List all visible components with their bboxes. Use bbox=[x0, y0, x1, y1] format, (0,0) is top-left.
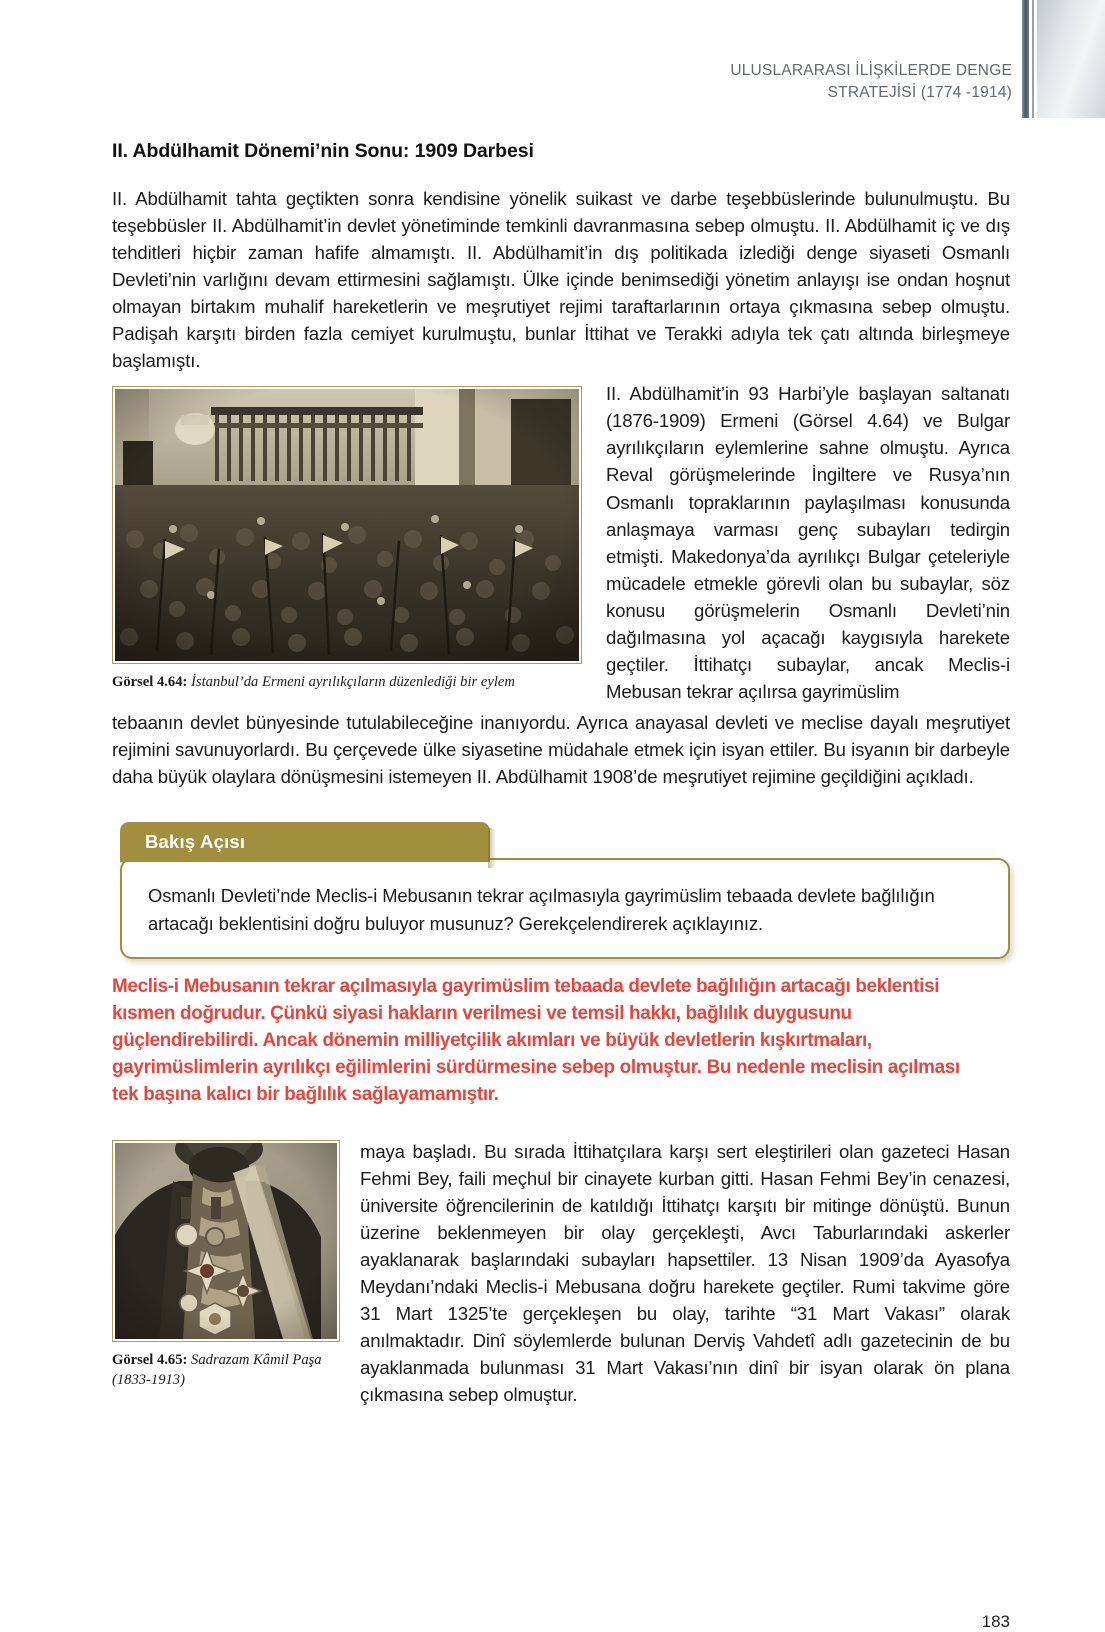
header-decoration-panel bbox=[1037, 0, 1105, 118]
perspective-tab-label: Bakış Açısı bbox=[145, 831, 246, 853]
figure-portrait bbox=[112, 1140, 340, 1391]
paragraph-bottom: maya başladı. Bu sırada İttihatçılara karşı sert eleştirileri olan gazeteci Hasan Fehmi Bey, faili meçhul bir cinayete kurban gitti. Hasan Fehmi Bey’in cenazesi, üniversite öğrencilerinin de katıldığı İttihatçı karşıtı bir mitinge dönüştü. Bunun üzerine beklenmeyen bir olay gerçekleşti, Avcı Taburlarındaki askerler ayaklanarak başlarındaki subayları hapsettiler. 13 Nisan 1909’da Ayasofya Meydanı’ndaki Meclis-i Mebusana doğru harekete geçtiler. Rumi takvime göre 31 Mart 1325’te gerçekleşen bu olay, tarihte “31 Mart Vakası” olarak anılmaktadır. Dinî söylemlerde bulunan Derviş Vahdetî adlı gazetecinin de bu ayaklanmada bulunması 31 Mart Vakası’nın dinî bir isyan olarak ön plana çıkmasına sebep olmuştur. bbox=[360, 1140, 1010, 1406]
running-head-line-2: STRATEJİSİ (1774 -1914) bbox=[827, 84, 1012, 101]
portrait-photo-illustration bbox=[115, 1143, 337, 1339]
figure-portrait-caption bbox=[112, 1351, 340, 1391]
paragraph-right-column: II. Abdülhamit’in 93 Harbi’yle başlayan saltanatı (1876-1909) Ermeni (Görsel 4.64) ve Bulgar ayrılıkçıların eylemlerine sahne olmuştu. Ayrıca Reval görüşmelerinde İngiltere ve Rusya’nın Osmanlı topraklarının paylaşılması konusunda anlaşmaya varması genç subayları tedirgin etmişti. Makedonya’da ayrılıkçı Bulgar çeteleriyle mücadele etmekle görevli olan bu subaylar, söz konusu görüşmelerin Osmanlı Devleti’nin dağılmasına yol açacağı kaygısıyla harekete geçtiler. İttihatçı subaylar, ancak Meclis-i Mebusan tekrar açılırsa gayrimüslim bbox=[606, 383, 1010, 702]
paragraph-intro: II. Abdülhamit tahta geçtikten sonra kendisine yönelik suikast ve darbe teşebbüslerinde bulunulmuştu. Bu teşebbüsler II. Abdülhamit’in devlet yönetiminde temkinli davranmasına sebep olmuştu. II. Abdülhamit iç ve dış tehditleri hiçbir zaman hafife almamıştı. II. Abdülhamit’in dış politikada izlediği denge siyaseti Osmanlı Devleti’nin varlığını devam ettirmesini sağlamıştı. Ülke içinde benimsediği yönetim anlayışı ise ondan hoşnut olmayan birtakım muhalif hareketlerin ve meşrutiyet rejimi taraftarlarının ortaya çıkmasına sebep olmuştu. Padişah karşıtı birden fazla cemiyet kurulmuştu, bunlar İttihat ve Terakki adıyla tek çatı altında birleşmeye başlamıştı. bbox=[112, 188, 1010, 372]
figure-portrait-caption-text: Sadrazam Kâmil Paşa bbox=[191, 1351, 322, 1368]
perspective-question: Osmanlı Devleti’nde Meclis-i Mebusanın tekrar açılmasıyla gayrimüslim tebaada devlete bağlılığın artacağı beklentisini doğru buluyor musunuz? Gerekçelendirerek açıklayınız. bbox=[120, 858, 1010, 959]
figure-portrait-image bbox=[115, 1143, 337, 1339]
crowd-photo-illustration bbox=[115, 389, 579, 661]
figure-crowd bbox=[112, 386, 582, 693]
figure-portrait-caption-dates: (1833-1913) bbox=[112, 1371, 185, 1388]
student-answer-text: Meclis-i Mebusanın tekrar açılmasıyla gayrimüslim tebaada devlete bağlılığın artacağı beklentisi kısmen doğrudur. Çünkü siyasi hakların verilmesi ve temsil hakkı, bağlılık duygusunu güçlendirebilirdi. Ancak dönemin milliyetçilik akımları ve büyük devletlerin kışkırtmaları, gayrimüslimlerin ayrılıkçı eğilimlerini sürdürmesine sebep olmuştur. Bu nedenle meclisin açılması tek başına kalıcı bir bağlılık sağlayamamıştır. bbox=[112, 975, 960, 1105]
figure-portrait-caption-label: Görsel 4.65: bbox=[112, 1351, 188, 1368]
figure-crowd-caption-text: İstanbul’da Ermeni ayrılıkçıların düzenlediği bir eylem bbox=[191, 674, 515, 691]
running-head-line-1: ULUSLARARASI İLİŞKİLERDE DENGE bbox=[730, 62, 1012, 79]
after-figure-block bbox=[112, 705, 1010, 790]
running-head bbox=[600, 60, 1012, 104]
content-column bbox=[112, 128, 1010, 1408]
page-number: 183 bbox=[981, 1612, 1010, 1631]
page-header bbox=[0, 0, 1105, 128]
paragraph-continued: tebaanın devlet bünyesinde tutulabileceğine inanıyordu. Ayrıca anayasal devleti ve meclise dayalı meşrutiyet rejimini savunuyorlardı. Bu çerçevede ülke siyasetine müdahale etmek için isyan ettiler. Bu isyanın bir darbeyle daha büyük olaylara dönüşmesini istemeyen II. Abdülhamit 1908’de meşrutiyet rejimine geçildiğini açıkladı. bbox=[112, 711, 1010, 787]
figure-crowd-frame bbox=[112, 386, 582, 664]
figure-crowd-image bbox=[115, 389, 579, 661]
perspective-box bbox=[120, 822, 1010, 959]
bottom-block bbox=[112, 1138, 1010, 1408]
figure-crowd-caption bbox=[112, 673, 582, 693]
figure-crowd-caption-label: Görsel 4.64: bbox=[112, 674, 188, 691]
header-decoration-bar bbox=[1022, 0, 1029, 118]
perspective-tab bbox=[120, 822, 490, 862]
figure-portrait-frame bbox=[112, 1140, 340, 1342]
page-title: II. Abdülhamit Dönemi’nin Sonu: 1909 Darbesi bbox=[112, 140, 534, 162]
header-decoration-thin-line bbox=[1032, 0, 1034, 118]
